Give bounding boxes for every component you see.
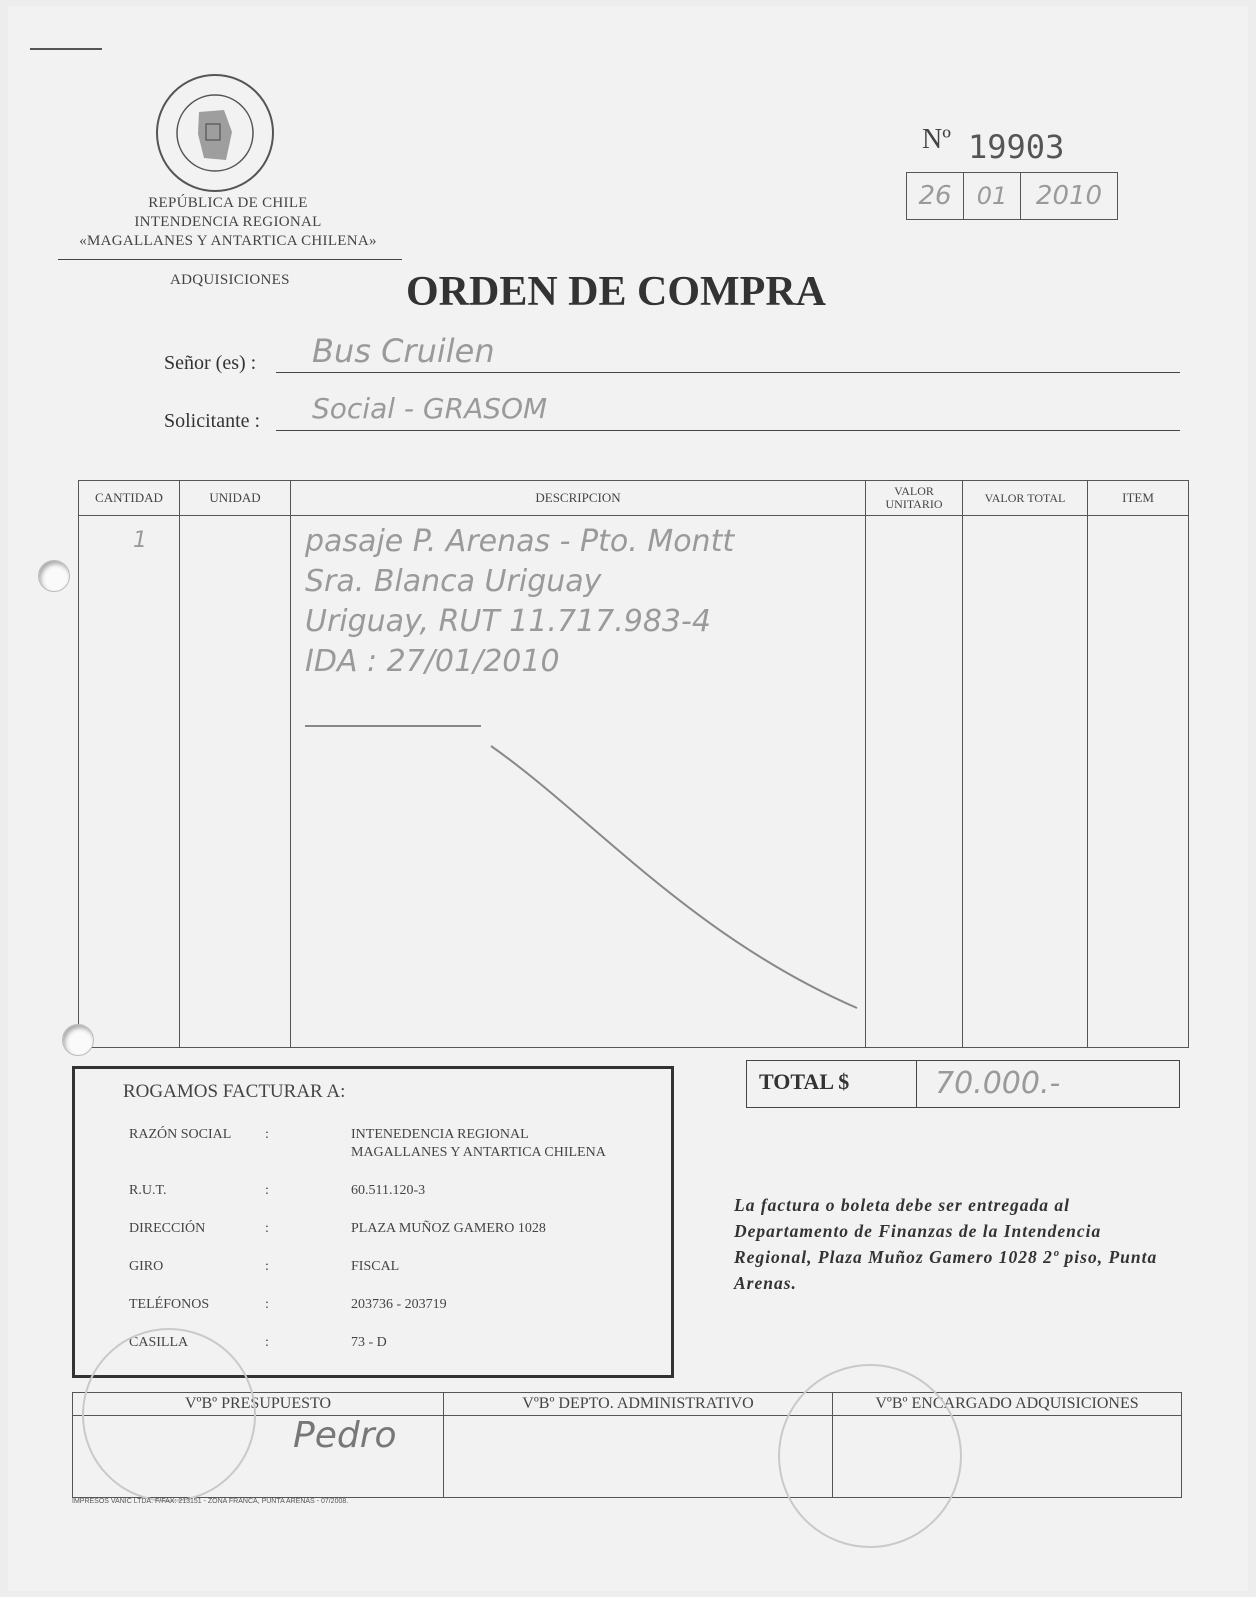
signature: Pedro bbox=[293, 1415, 397, 1456]
finance-stamp bbox=[82, 1328, 256, 1502]
descripcion-line: Uriguay, RUT 11.717.983-4 bbox=[305, 604, 711, 639]
corner-mark bbox=[30, 48, 102, 50]
col-valor-unitario: VALOR UNITARIO bbox=[866, 481, 963, 516]
cell-valor-unitario bbox=[866, 516, 963, 1048]
date-day: 26 bbox=[907, 173, 964, 219]
billing-sep: : bbox=[265, 1221, 269, 1236]
solicitante-underline bbox=[276, 430, 1180, 431]
approval-presupuesto-label: VºBº PRESUPUESTO bbox=[73, 1393, 443, 1416]
cell-cantidad bbox=[79, 516, 180, 1048]
col-cantidad: CANTIDAD bbox=[79, 481, 180, 516]
cell-unidad bbox=[180, 516, 291, 1048]
billing-sep: : bbox=[265, 1127, 269, 1142]
descripcion-line: IDA : 27/01/2010 bbox=[305, 644, 560, 679]
senor-label: Señor (es) : bbox=[164, 352, 257, 374]
printer-footer: IMPRESOS VANIC LTDA. F/FAX: 213151 - ZONA FRANCA, PUNTA ARENAS - 07/2008. bbox=[72, 1498, 349, 1505]
total-value: 70.000.- bbox=[935, 1066, 1061, 1101]
department-label: ADQUISICIONES bbox=[170, 272, 290, 288]
approval-depto-label: VºBº DEPTO. ADMINISTRATIVO bbox=[444, 1393, 832, 1416]
purchase-order-page bbox=[8, 6, 1248, 1591]
cantidad-value: 1 bbox=[133, 528, 147, 553]
regional-seal bbox=[154, 72, 276, 194]
billing-value: PLAZA MUÑOZ GAMERO 1028 bbox=[351, 1221, 546, 1236]
date-year: 2010 bbox=[1035, 181, 1103, 211]
total-label: TOTAL $ bbox=[747, 1061, 917, 1107]
billing-label: RAZÓN SOCIAL bbox=[129, 1127, 232, 1142]
solicitante-label: Solicitante : bbox=[164, 410, 261, 432]
col-unidad: UNIDAD bbox=[180, 481, 291, 516]
col-item: ITEM bbox=[1088, 481, 1189, 516]
punch-hole bbox=[62, 1024, 94, 1056]
administrative-stamp bbox=[778, 1364, 962, 1548]
billing-label: DIRECCIÓN bbox=[129, 1221, 206, 1236]
cell-valor-total bbox=[963, 516, 1088, 1048]
header-divider bbox=[58, 259, 402, 260]
cancel-stroke bbox=[291, 516, 865, 1048]
senor-underline bbox=[276, 372, 1180, 373]
header-line1: REPÚBLICA DE CHILE bbox=[148, 195, 308, 211]
items-table bbox=[78, 480, 1189, 1048]
invoice-notice: La factura o boleta debe ser entregada al Departamento de Finanzas de la Intendencia Regional, Plaza Muñoz Gamero 1028 2º piso, Punta Arenas. bbox=[734, 1195, 1158, 1293]
total-box bbox=[746, 1060, 1180, 1108]
billing-label: R.U.T. bbox=[129, 1183, 167, 1198]
billing-sep: : bbox=[265, 1297, 269, 1312]
number-label: Nº bbox=[922, 124, 951, 155]
header-line2: INTENDENCIA REGIONAL bbox=[134, 214, 322, 230]
order-number: 19903 bbox=[968, 128, 1065, 166]
billing-heading: ROGAMOS FACTURAR A: bbox=[123, 1081, 346, 1102]
billing-value: 60.511.120-3 bbox=[351, 1183, 426, 1198]
approval-encargado-label: VºBº ENCARGADO ADQUISICIONES bbox=[833, 1393, 1181, 1416]
senor-value: Bus Cruilen bbox=[312, 332, 495, 370]
punch-hole bbox=[38, 560, 70, 592]
billing-value: FISCAL bbox=[351, 1259, 400, 1274]
header-line3: «MAGALLANES Y ANTARTICA CHILENA» bbox=[79, 233, 377, 249]
billing-value: MAGALLANES Y ANTARTICA CHILENA bbox=[351, 1145, 606, 1160]
col-descripcion: DESCRIPCION bbox=[291, 481, 866, 516]
date-box bbox=[906, 172, 1118, 220]
approval-depto bbox=[444, 1393, 833, 1497]
billing-label: GIRO bbox=[129, 1259, 164, 1274]
descripcion-line: Sra. Blanca Uriguay bbox=[305, 564, 602, 599]
billing-label: TELÉFONOS bbox=[129, 1297, 210, 1312]
billing-sep: : bbox=[265, 1335, 269, 1350]
billing-value: 73 - D bbox=[351, 1335, 387, 1350]
billing-value: 203736 - 203719 bbox=[351, 1297, 447, 1312]
solicitante-value: Social - GRASOM bbox=[312, 392, 548, 425]
col-valor-total: VALOR TOTAL bbox=[963, 481, 1088, 516]
billing-sep: : bbox=[265, 1259, 269, 1274]
cell-descripcion bbox=[291, 516, 866, 1048]
date-month: 01 bbox=[964, 173, 1021, 219]
billing-sep: : bbox=[265, 1183, 269, 1198]
billing-label: CASILLA bbox=[129, 1335, 189, 1350]
page-title: ORDEN DE COMPRA bbox=[406, 269, 826, 315]
cell-item bbox=[1088, 516, 1189, 1048]
descripcion-line: pasaje P. Arenas - Pto. Montt bbox=[305, 524, 735, 559]
billing-value: INTENEDENCIA REGIONAL bbox=[351, 1127, 529, 1142]
